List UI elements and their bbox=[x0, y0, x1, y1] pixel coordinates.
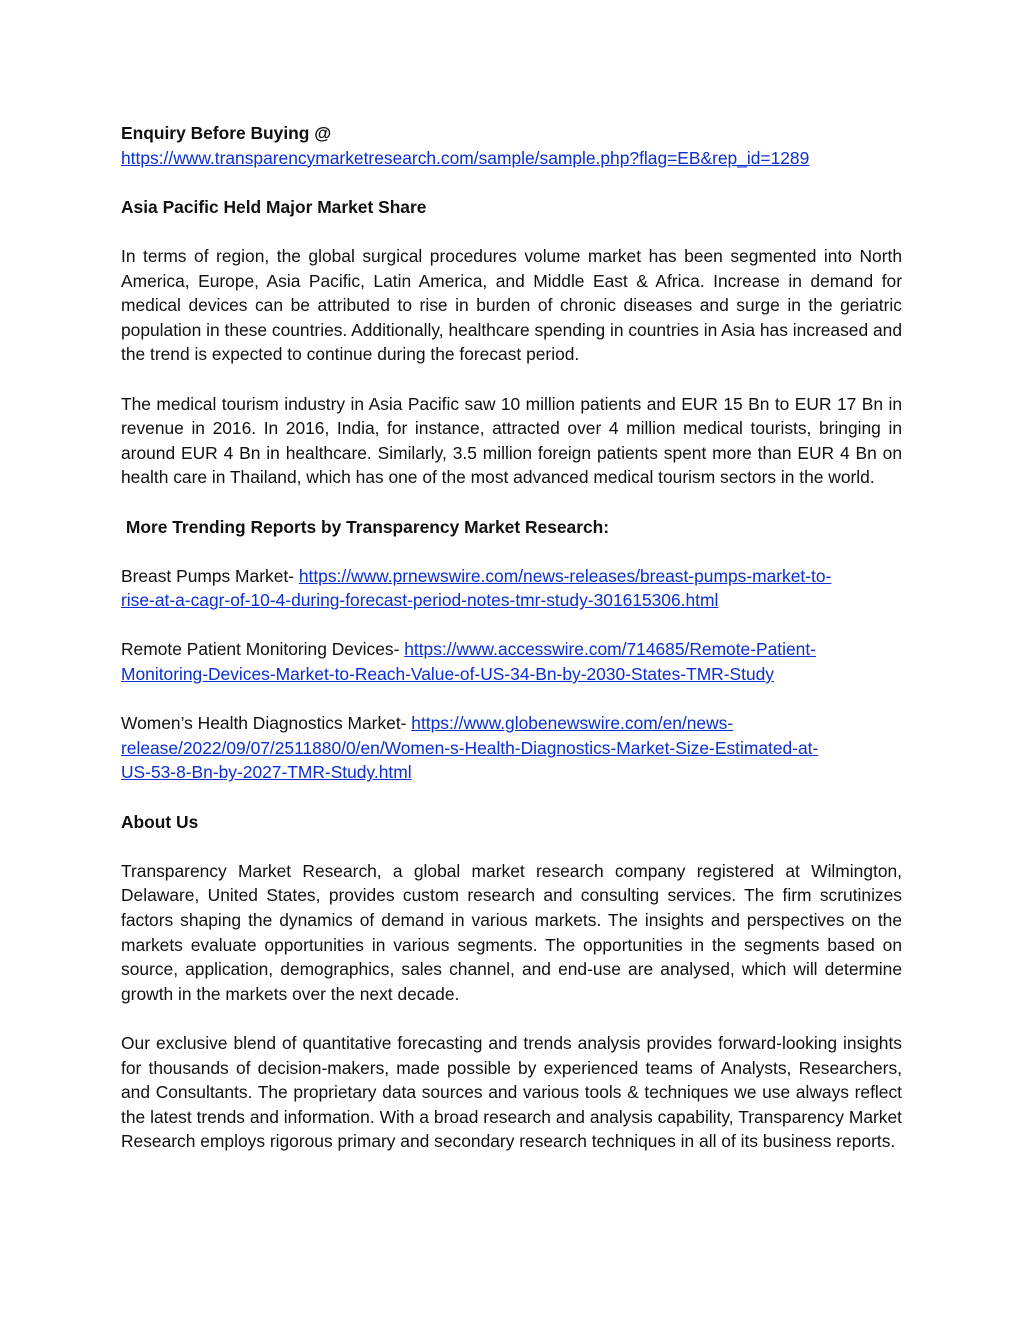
about-heading: About Us bbox=[121, 811, 199, 832]
document-page bbox=[121, 121, 902, 1154]
about-paragraph-2: Our exclusive blend of quantitative forecasting and trends analysis provides forward-looking insights for thousands of decision-makers, made possible by experienced teams of Analysts, Researchers, and Consultants. The proprietary data sources and various tools & techniques we use always reflect the latest trends and information. With a broad research and analysis capability, Transparency Market Research employs rigorous primary and secondary research techniques in all of its business reports. bbox=[121, 1032, 902, 1152]
trending-item-link[interactable]: https://www.globenewswire.com/en/news- bbox=[411, 713, 734, 734]
enquiry-heading: Enquiry Before Buying @ bbox=[121, 123, 332, 143]
trending-item-breast-pumps bbox=[121, 564, 902, 613]
enquiry-link[interactable]: https://www.transparencymarketresearch.com/sample/sample.php?flag=EB&rep_id=1289 bbox=[121, 147, 810, 168]
trending-item-label: Breast Pumps Market- bbox=[121, 565, 299, 586]
trending-item-label: Remote Patient Monitoring Devices- bbox=[121, 639, 405, 660]
trending-item-link-cont[interactable]: rise-at-a-cagr-of-10-4-during-forecast-period-notes-tmr-study-301615306.html bbox=[121, 590, 719, 611]
about-paragraph-1: Transparency Market Research, a global market research company registered at Wilmington, Delaware, United States, provides custom research and consulting services. The firm scrutinizes factors shaping the dynamics of demand in various markets. The insights and perspectives on the markets evaluate opportunities in various segments. The opportunities in the segments based on source, application, demographics, sales channel, and end-use are analysed, which will determine growth in the markets over the next decade. bbox=[121, 860, 902, 1004]
asia-paragraph-2: The medical tourism industry in Asia Pacific saw 10 million patients and EUR 15 Bn to EUR 17 Bn in revenue in 2016. In 2016, India, for instance, attracted over 4 million medical tourists, bringing in around EUR 4 Bn in healthcare. Similarly, 3.5 million foreign patients spent more than EUR 4 Bn on health care in Thailand, which has one of the most advanced medical tourism sectors in the world. bbox=[121, 393, 902, 488]
trending-heading bbox=[121, 515, 902, 540]
trending-item-link-cont[interactable]: release/2022/09/07/2511880/0/en/Women-s-Health-Diagnostics-Market-Size-Estimated-at- bbox=[121, 737, 819, 758]
trending-item-womens-health bbox=[121, 711, 902, 785]
asia-paragraph-1: In terms of region, the global surgical procedures volume market has been segmented into North America, Europe, Asia Pacific, Latin America, and Middle East & Africa. Increase in demand for medical devices can be attributed to rise in burden of chronic diseases and surge in the geriatric population in these countries. Additionally, healthcare spending in countries in Asia has increased and the trend is expected to continue during the forecast period. bbox=[121, 245, 902, 365]
trending-item-link-cont[interactable]: Monitoring-Devices-Market-to-Reach-Value-of-US-34-Bn-by-2030-States-TMR-Study bbox=[121, 664, 775, 685]
trending-item-link[interactable]: https://www.accesswire.com/714685/Remote-Patient- bbox=[404, 639, 816, 660]
trending-item-link[interactable]: https://www.prnewswire.com/news-releases/breast-pumps-market-to- bbox=[298, 565, 832, 586]
trending-item-remote-monitoring bbox=[121, 637, 902, 686]
trending-heading-text: More Trending Reports by Transparency Market Research: bbox=[125, 516, 610, 537]
enquiry-link-line bbox=[121, 146, 902, 171]
trending-item-label: Women’s Health Diagnostics Market- bbox=[121, 713, 412, 734]
asia-heading: Asia Pacific Held Major Market Share bbox=[121, 196, 427, 217]
trending-item-link-cont[interactable]: US-53-8-Bn-by-2027-TMR-Study.html bbox=[121, 762, 412, 783]
